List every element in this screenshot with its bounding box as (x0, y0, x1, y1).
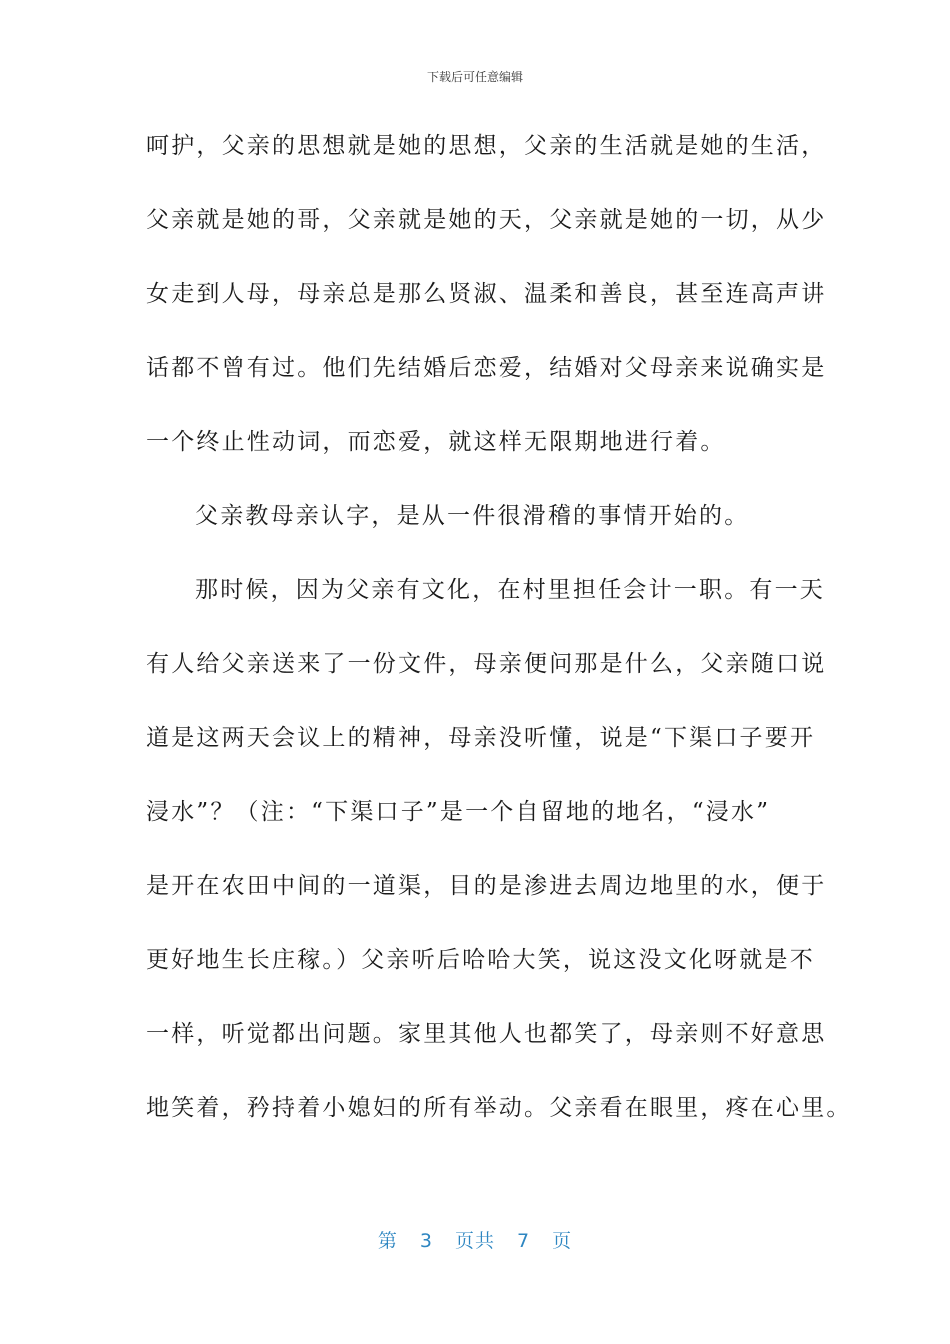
text-line: 道是这两天会议上的精神，母亲没听懂，说是“下渠口子要开 (146, 725, 816, 751)
total-page-number: 7 (517, 1230, 531, 1252)
text-line: 女走到人母，母亲总是那么贤淑、温柔和善良，甚至连高声讲 (146, 281, 827, 307)
text-line: 呵护，父亲的思想就是她的思想，父亲的生活就是她的生活， (146, 133, 827, 159)
body-text (146, 126, 852, 1162)
text-line: 那时候，因为父亲有文化，在村里担任会计一职。有一天 (195, 577, 825, 603)
footer-prefix: 第 (377, 1230, 398, 1252)
current-page-number: 3 (419, 1230, 433, 1252)
page-footer (0, 1226, 950, 1253)
text-line: 话都不曾有过。他们先结婚后恋爱，结婚对父母亲来说确实是 (146, 355, 827, 381)
text-line: 一个终止性动词，而恋爱，就这样无限期地进行着。 (146, 429, 726, 455)
page-header: 下载后可任意编辑 (426, 70, 523, 84)
text-line: 浸水”？（注：“下渠口子”是一个自留地的地名，“浸水” (146, 799, 771, 825)
text-line: 是开在农田中间的一道渠，目的是渗进去周边地里的水，便于 (146, 873, 827, 899)
text-line: 父亲就是她的哥，父亲就是她的天，父亲就是她的一切，从少 (146, 207, 827, 233)
text-line: 有人给父亲送来了一份文件，母亲便问那是什么，父亲随口说 (146, 651, 827, 677)
text-line: 父亲教母亲认字，是从一件很滑稽的事情开始的。 (195, 503, 750, 529)
footer-suffix: 页 (552, 1230, 573, 1252)
text-line: 一样，听觉都出问题。家里其他人也都笑了，母亲则不好意思 (146, 1021, 827, 1047)
text-line: 地笑着，矜持着小媳妇的所有举动。父亲看在眼里，疼在心里。 (146, 1095, 852, 1121)
footer-middle: 页共 (454, 1230, 495, 1252)
text-line: 更好地生长庄稼。）父亲听后哈哈大笑，说这没文化呀就是不 (146, 947, 815, 973)
